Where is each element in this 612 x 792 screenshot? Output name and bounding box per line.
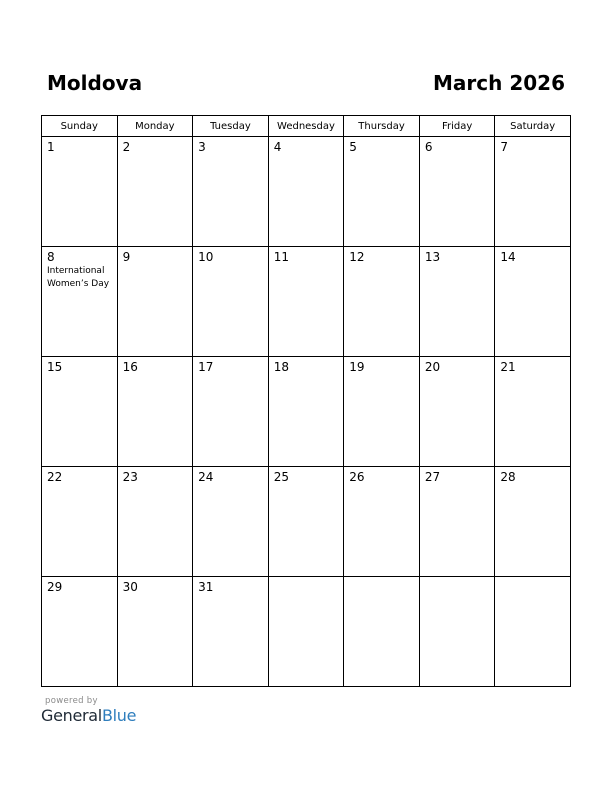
day-number: 1 — [47, 140, 55, 154]
day-cell — [193, 357, 269, 467]
day-cell — [495, 247, 571, 357]
day-cell — [495, 467, 571, 577]
day-number: 20 — [424, 360, 441, 374]
generalblue-logo[interactable] — [41, 706, 136, 726]
day-cell — [193, 467, 269, 577]
day-number: 13 — [424, 250, 441, 264]
weekday-header: Thursday — [344, 116, 420, 137]
country-title: Moldova — [47, 71, 143, 95]
day-number: 23 — [122, 470, 138, 484]
day-number: 16 — [122, 360, 138, 374]
weekday-header: Monday — [117, 116, 193, 137]
brand-name-part1: General — [41, 706, 102, 725]
weekday-header: Friday — [419, 116, 495, 137]
day-number: 15 — [47, 360, 63, 374]
weekday-header: Sunday — [42, 116, 118, 137]
day-number: 30 — [122, 580, 138, 594]
day-number: 22 — [47, 470, 63, 484]
brand-name-part2: Blue — [101, 706, 137, 725]
day-number: 9 — [122, 250, 131, 264]
day-number: 12 — [349, 250, 365, 264]
day-cell — [419, 247, 495, 357]
day-cell — [344, 577, 420, 687]
week-row — [42, 247, 571, 357]
day-cell — [42, 577, 118, 687]
day-number: 18 — [273, 360, 289, 374]
day-number: 4 — [273, 140, 282, 154]
day-number: 26 — [349, 470, 365, 484]
day-cell — [419, 467, 495, 577]
day-cell — [193, 577, 269, 687]
day-cell — [42, 467, 118, 577]
day-number: 7 — [500, 140, 509, 154]
day-number: 27 — [424, 470, 441, 484]
weekday-header: Saturday — [495, 116, 571, 137]
week-row — [42, 467, 571, 577]
weekday-header-row — [42, 116, 571, 137]
day-cell — [42, 137, 118, 247]
footer — [41, 696, 136, 726]
month-title: March 2026 — [433, 71, 565, 95]
day-cell — [117, 247, 193, 357]
day-cell — [495, 577, 571, 687]
day-cell — [42, 357, 118, 467]
week-row — [42, 357, 571, 467]
day-cell — [268, 467, 344, 577]
day-cell — [419, 577, 495, 687]
day-number: 19 — [349, 360, 365, 374]
day-cell — [344, 137, 420, 247]
day-number: 28 — [500, 470, 516, 484]
day-cell — [193, 137, 269, 247]
day-number: 10 — [198, 250, 214, 264]
day-number: 31 — [198, 580, 214, 594]
weekday-header: Tuesday — [193, 116, 269, 137]
week-row — [42, 137, 571, 247]
day-cell — [117, 137, 193, 247]
day-cell — [344, 247, 420, 357]
day-number: 29 — [47, 580, 63, 594]
day-number: 25 — [273, 470, 289, 484]
day-number: 6 — [424, 140, 433, 154]
calendar-grid — [41, 115, 571, 687]
day-cell — [495, 137, 571, 247]
day-cell — [117, 357, 193, 467]
day-number: 14 — [500, 250, 516, 264]
day-cell — [117, 577, 193, 687]
day-number: 11 — [273, 250, 289, 264]
day-cell — [117, 467, 193, 577]
day-cell — [268, 577, 344, 687]
day-cell — [193, 247, 269, 357]
day-number: 21 — [500, 360, 516, 374]
day-cell — [344, 467, 420, 577]
day-cell — [344, 357, 420, 467]
day-cell — [42, 247, 118, 357]
day-cell — [268, 357, 344, 467]
day-number: 5 — [349, 140, 357, 154]
day-number: 8 — [47, 250, 55, 264]
weekday-header: Wednesday — [268, 116, 344, 137]
powered-by-label: powered by — [45, 696, 98, 706]
day-cell — [419, 357, 495, 467]
day-cell — [268, 137, 344, 247]
holiday-label: International Women’s Day — [47, 266, 110, 289]
day-cell — [268, 247, 344, 357]
day-number: 3 — [198, 140, 206, 154]
week-row — [42, 577, 571, 687]
day-number: 17 — [198, 360, 214, 374]
day-number: 2 — [122, 140, 131, 154]
day-number: 24 — [198, 470, 214, 484]
day-cell — [495, 357, 571, 467]
day-cell — [419, 137, 495, 247]
